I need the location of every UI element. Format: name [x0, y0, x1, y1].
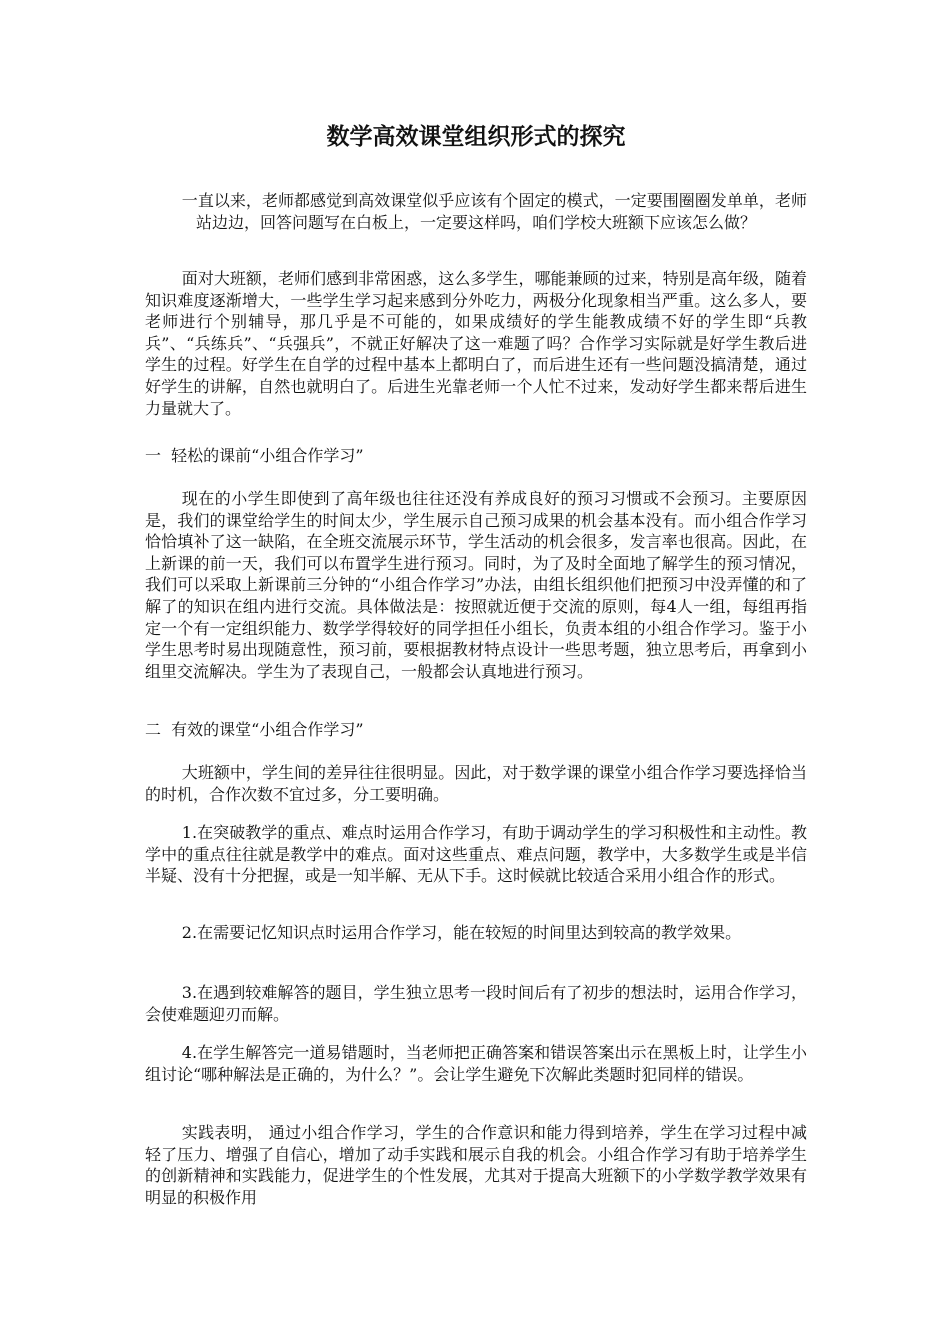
- list-item-2: 2.在需要记忆知识点时运用合作学习，能在较短的时间里达到较高的教学效果。: [181, 923, 742, 942]
- document-title: 数学高效课堂组织形式的探究: [326, 123, 626, 150]
- conclusion-paragraph: 实践表明， 通过小组合作学习，学生的合作意识和能力得到培养，学生在学习过程中减轻了压力、增强了自信心，增加了动手实践和展示自我的机会。小组合作学习有助于培养学生的创新精神和实践能力，促进学生的个性发展，尤其对于提高大班额下的小学数学教学效果有明显的积极作用: [145, 1123, 807, 1207]
- section-1-paragraph: 现在的小学生即使到了高年级也往往还没有养成良好的预习习惯或不会预习。主要原因是，我们的课堂给学生的时间太少，学生展示自己预习成果的机会基本没有。而小组合作学习恰恰填补了这一缺陷，在全班交流展示环节，学生活动的机会很多，发言率也很高。因此，在上新课的前一天，我们可以布置学生进行预习。同时，为了及时全面地了解学生的预习情况，我们可以采取上新课前三分钟的“小组合作学习”办法，由组长组织他们把预习中没弄懂的和了解了的知识在组内进行交流。具体做法是：按照就近便于交流的原则，每4人一组，每组再指定一个有一定组织能力、数学学得较好的同学担任小组长，负责本组的小组合作学习。鉴于小学生思考时易出现随意性，预习前，要根据教材特点设计一些思考题，独立思考后，再拿到小组里交流解决。学生为了表现自己，一般都会认真地进行预习。: [145, 489, 807, 681]
- list-item-3: 3.在遇到较难解答的题目，学生独立思考一段时间后有了初步的想法时，运用合作学习，会使难题迎刃而解。: [145, 983, 807, 1024]
- list-item-1: 1.在突破教学的重点、难点时运用合作学习，有助于调动学生的学习积极性和主动性。教学中的重点往往就是教学中的难点。面对这些重点、难点问题，教学中，大多数学生或是半信半疑、没有十分把握，或是一知半解、无从下手。这时候就比较适合采用小组合作的形式。: [145, 823, 807, 886]
- intro-paragraph: 一直以来，老师都感觉到高效课堂似乎应该有个固定的模式，一定要围圈圈发单单，老师站边边，回答问题写在白板上，一定要这样吗，咱们学校大班额下应该怎么做？: [181, 191, 807, 232]
- section-1-heading: 一 轻松的课前“小组合作学习”: [145, 446, 364, 465]
- background-paragraph: 面对大班额，老师们感到非常困惑，这么多学生，哪能兼顾的过来，特别是高年级，随着知识难度逐渐增大，一些学生学习起来感到分外吃力，两极分化现象相当严重。这么多人，要老师进行个别辅导，那几乎是不可能的，如果成绩好的学生能教成绩不好的学生即“兵教兵”、“兵练兵”、“兵强兵”，不就正好解决了这一难题了吗？合作学习实际就是好学生教后进学生的过程。好学生在自学的过程中基本上都明白了，而后进生还有一些问题没搞清楚，通过好学生的讲解，自然也就明白了。后进生光靠老师一个人忙不过来，发动好学生都来帮后进生力量就大了。: [145, 269, 807, 418]
- section-2-heading: 二 有效的课堂“小组合作学习”: [145, 720, 364, 739]
- section-2-intro: 大班额中，学生间的差异往往很明显。因此，对于数学课的课堂小组合作学习要选择恰当的时机，合作次数不宜过多，分工要明确。: [145, 763, 807, 804]
- list-item-4: 4.在学生解答完一道易错题时，当老师把正确答案和错误答案出示在黑板上时，让学生小组讨论“哪种解法是正确的，为什么？”。会让学生避免下次解此类题时犯同样的错误。: [145, 1043, 807, 1084]
